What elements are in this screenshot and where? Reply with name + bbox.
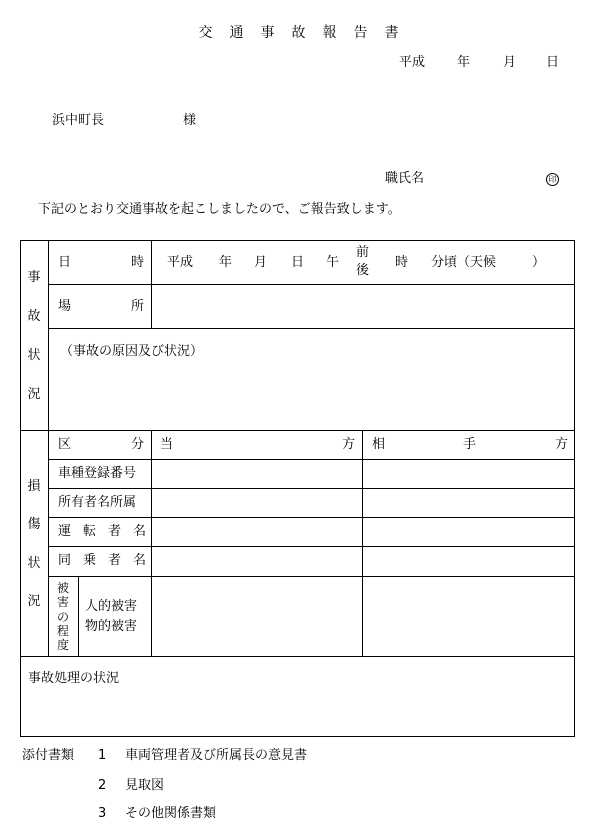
accident-weather-close: ） [532,255,546,270]
accident-ampm-unit: 午 [326,255,340,270]
attachment-num: 1 [98,748,107,763]
accident-am: 前 [356,245,370,260]
property-damage-label: 物的被害 [85,619,138,634]
attachment-text: 見取図 [125,778,165,793]
seal-mark: 印 [546,172,559,186]
accident-hour-unit: 時 [395,255,409,270]
intro-text: 下記のとおり交通事故を起こしましたので、ご報告致します。 [38,202,401,217]
honorific: 様 [183,113,197,128]
self-label-1: 当 [160,437,174,452]
addressee: 浜中町長 [52,113,105,128]
attachment-text: 車両管理者及び所属長の意見書 [125,748,308,763]
attachments-label: 添付書類 [22,748,75,763]
datetime-label-2: 時 [131,255,145,270]
cause-label: （事故の原因及び状況） [60,344,204,359]
place-label-2: 所 [131,299,145,314]
document-title: 交通事故報告書 [198,25,416,41]
attachment-num: 3 [98,806,107,821]
accident-year-unit: 年 [219,255,233,270]
other-label-2: 手 [463,437,477,452]
handling-label: 事故処理の状況 [28,671,120,686]
self-label-2: 方 [342,437,356,452]
datetime-label-1: 日 [58,255,72,270]
accident-section-label: 事 故 状 況 [27,270,41,402]
other-label-1: 相 [372,437,386,452]
accident-month-unit: 月 [254,255,268,270]
accident-minute-weather: 分頃（天候 [431,255,497,270]
accident-pm: 後 [356,263,370,278]
attachment-text: その他関係書類 [125,806,217,821]
date-month-unit: 月 [503,55,517,70]
place-label-1: 場 [58,299,72,314]
passenger-name-label: 同 乗 者 名 [58,553,146,568]
date-day-unit: 日 [546,55,560,70]
owner-affiliation-label: 所有者名所属 [58,495,137,510]
driver-name-label: 運 転 者 名 [58,524,146,539]
division-label-1: 区 [58,437,72,452]
accident-era: 平成 [167,255,194,270]
division-label-2: 分 [131,437,145,452]
vehicle-registration-label: 車種登録番号 [58,466,137,481]
date-era: 平成 [399,55,426,70]
attachment-num: 2 [98,778,107,793]
damage-degree-label: 被 害 の 程 度 [56,581,69,652]
staff-name-label: 職氏名 [385,171,425,186]
accident-day-unit: 日 [291,255,305,270]
date-year-unit: 年 [457,55,471,70]
damage-section-label: 損 傷 状 況 [27,479,41,609]
other-label-3: 方 [555,437,569,452]
human-damage-label: 人的被害 [85,599,138,614]
